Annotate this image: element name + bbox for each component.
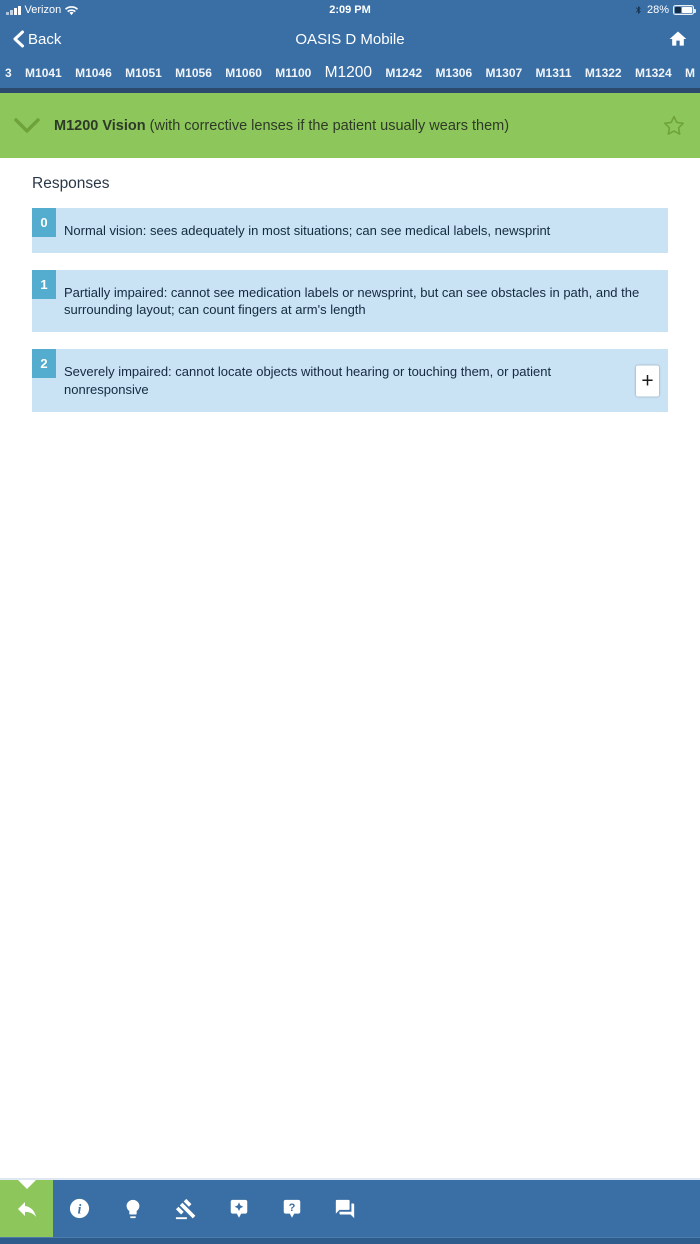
lightbulb-icon bbox=[122, 1198, 144, 1220]
tab-M1322[interactable]: M1322 bbox=[584, 66, 622, 80]
bottom-toolbar bbox=[0, 1178, 700, 1244]
battery-percent-label: 28% bbox=[646, 4, 669, 16]
back-button[interactable] bbox=[12, 30, 61, 48]
toolbar-icons bbox=[53, 1180, 371, 1237]
page-title: OASIS D Mobile bbox=[295, 30, 405, 48]
section-description: (with corrective lenses if the patient usually wears them) bbox=[145, 117, 510, 134]
carrier-label: Verizon bbox=[24, 4, 62, 16]
tab-M1056[interactable]: M1056 bbox=[175, 66, 212, 80]
home-button[interactable] bbox=[668, 29, 688, 49]
tab-M1324[interactable]: M1324 bbox=[634, 66, 672, 80]
star-icon bbox=[662, 114, 686, 137]
tab-M1242[interactable]: M1242 bbox=[385, 66, 423, 80]
reply-arrow-icon bbox=[15, 1197, 39, 1221]
tab-M1051[interactable]: M1051 bbox=[125, 66, 162, 80]
info-button[interactable] bbox=[53, 1180, 106, 1237]
tab-M1060[interactable]: M1060 bbox=[225, 66, 262, 80]
response-text: Normal vision: sees adequately in most situations; can see medical labels, newsprint bbox=[64, 223, 551, 238]
response-row-0[interactable] bbox=[32, 208, 668, 253]
tab-M1311[interactable]: M1311 bbox=[535, 66, 572, 80]
guidance-badge-button[interactable] bbox=[212, 1180, 265, 1237]
help-badge-button[interactable] bbox=[265, 1180, 318, 1237]
section-header[interactable] bbox=[0, 93, 700, 158]
add-button[interactable]: + bbox=[636, 365, 659, 396]
comments-button[interactable] bbox=[318, 1180, 371, 1237]
svg-text:i: i bbox=[77, 1201, 82, 1217]
cellular-signal-icon bbox=[6, 5, 21, 15]
content-area bbox=[0, 158, 700, 1178]
chevron-down-icon[interactable] bbox=[14, 118, 40, 134]
nav-bar bbox=[0, 20, 700, 58]
tab-M1100[interactable]: M1100 bbox=[275, 66, 312, 80]
tab-M1200[interactable]: M1200 bbox=[324, 64, 373, 81]
bluetooth-icon bbox=[634, 4, 643, 16]
status-bar bbox=[0, 0, 700, 20]
responses-heading: Responses bbox=[32, 175, 110, 192]
section-title bbox=[54, 118, 509, 134]
battery-icon bbox=[673, 5, 694, 15]
favorite-button[interactable] bbox=[662, 114, 686, 137]
info-icon bbox=[68, 1197, 91, 1220]
section-code: M1200 Vision bbox=[54, 117, 146, 134]
response-value-badge: 1 bbox=[32, 270, 56, 299]
home-icon bbox=[668, 29, 688, 49]
lightbulb-button[interactable] bbox=[106, 1180, 159, 1237]
gavel-icon bbox=[175, 1198, 197, 1220]
tab-M[interactable]: M bbox=[685, 66, 695, 80]
status-left bbox=[6, 4, 78, 16]
guidance-badge-icon bbox=[228, 1198, 250, 1220]
tab-M1307[interactable]: M1307 bbox=[485, 66, 523, 80]
gavel-button[interactable] bbox=[159, 1180, 212, 1237]
top-chrome bbox=[0, 0, 700, 88]
response-row-2[interactable] bbox=[32, 349, 668, 411]
wifi-icon bbox=[65, 5, 78, 16]
response-row-1[interactable] bbox=[32, 270, 668, 332]
tab-M1306[interactable]: M1306 bbox=[435, 66, 473, 80]
response-text: Partially impaired: cannot see medication labels or newsprint, but can see obstacles in path, and the surrounding layout; can count fingers at arm's length bbox=[64, 285, 640, 318]
comments-icon bbox=[334, 1198, 356, 1220]
response-value-badge: 0 bbox=[32, 208, 56, 237]
tab-M1041[interactable]: M1041 bbox=[25, 66, 62, 80]
item-tab-bar bbox=[0, 58, 700, 88]
back-button-label: Back bbox=[28, 30, 62, 48]
toolbar-bottom-strip bbox=[0, 1237, 700, 1244]
status-right bbox=[634, 4, 694, 16]
responses-list bbox=[32, 208, 668, 412]
notch-pointer bbox=[18, 1180, 36, 1189]
help-badge-icon bbox=[281, 1198, 303, 1220]
tab-M1046[interactable]: M1046 bbox=[75, 66, 112, 80]
response-text: Severely impaired: cannot locate objects without hearing or touching them, or patient nonresponsive bbox=[64, 364, 552, 397]
toolbar-back-button[interactable] bbox=[0, 1180, 53, 1237]
tab-3[interactable]: 3 bbox=[5, 66, 12, 80]
svg-text:?: ? bbox=[288, 1201, 295, 1214]
clock-label: 2:09 PM bbox=[329, 4, 371, 16]
response-value-badge: 2 bbox=[32, 349, 56, 378]
back-chevron-icon bbox=[12, 30, 25, 48]
